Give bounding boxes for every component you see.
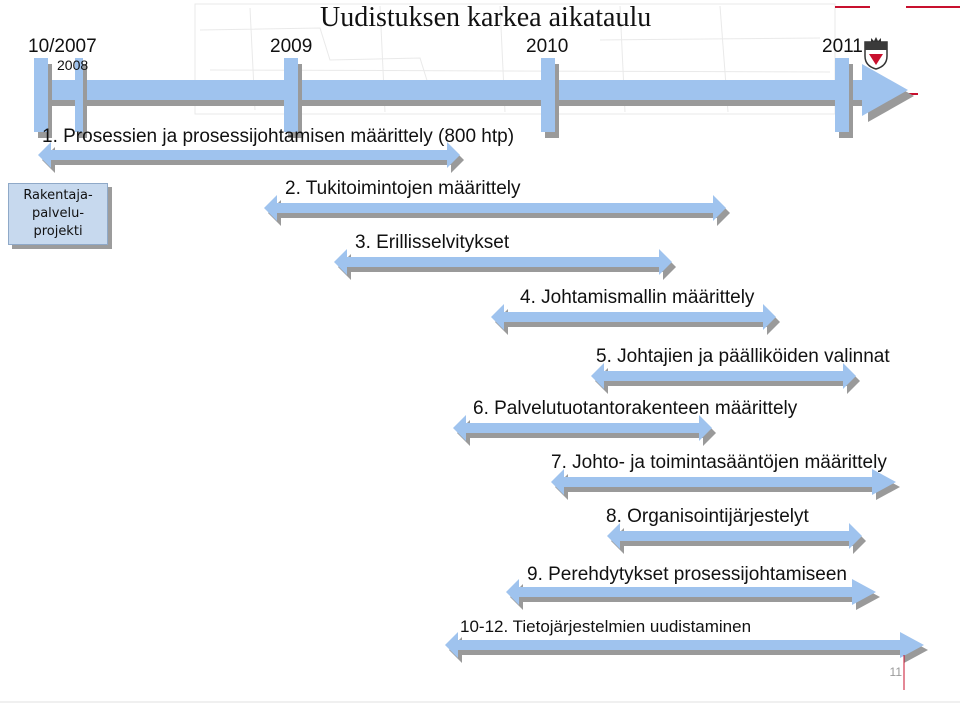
year-label-2007: 10/2007 <box>28 36 97 57</box>
year-label-2008: 2008 <box>57 57 89 73</box>
task-label-6: 6. Palvelutuotantorakenteen määrittely <box>473 398 798 419</box>
year-tick-2007 <box>34 58 48 132</box>
year-tick-2011 <box>835 58 849 132</box>
task-label-1: 1. Prosessien ja prosessijohtamisen määrittely (800 htp) <box>42 126 515 147</box>
year-label-2009: 2009 <box>270 36 313 57</box>
task-label-5: 5. Johtajien ja päälliköiden valinnat <box>596 346 890 367</box>
year-label-2010: 2010 <box>526 36 569 57</box>
task-label-2: 2. Tukitoimintojen määrittely <box>285 178 521 199</box>
side-box-line-3: projekti <box>33 224 83 239</box>
task-label-7: 7. Johto- ja toimintasääntöjen määrittely <box>551 452 887 473</box>
task-label-10: 10-12. Tietojärjestelmien uudistaminen <box>460 617 752 636</box>
page-number: 11 <box>889 665 902 679</box>
side-box-line-2: palvelu- <box>31 206 85 221</box>
task-label-9: 9. Perehdytykset prosessijohtamiseen <box>527 564 847 585</box>
task-label-4: 4. Johtamismallin määrittely <box>520 287 755 308</box>
year-tick-2010 <box>541 58 555 132</box>
slide-title: Uudistuksen karkea aikataulu <box>320 2 652 33</box>
year-tick-2009 <box>284 58 298 132</box>
year-label-2011: 2011 <box>822 36 863 57</box>
coat-of-arms-icon <box>862 36 890 70</box>
side-box-line-1: Rakentaja- <box>23 188 93 203</box>
task-label-8: 8. Organisointijärjestelyt <box>606 506 809 527</box>
rakentajapalvelu-project-box <box>8 183 108 245</box>
task-label-3: 3. Erillisselvitykset <box>355 232 510 253</box>
